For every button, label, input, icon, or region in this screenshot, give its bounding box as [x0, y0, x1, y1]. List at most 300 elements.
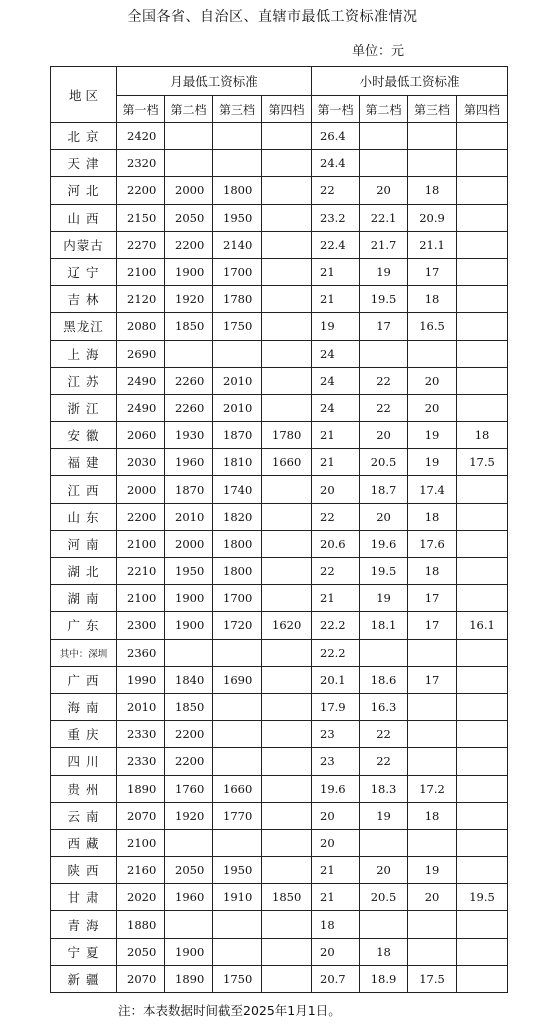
region-cell: 贵 州: [51, 775, 117, 802]
hourly-tier-2-cell: 19: [360, 258, 408, 285]
hourly-tier-1-cell: 23: [312, 748, 360, 775]
monthly-tier-3-cell: 1740: [213, 476, 262, 503]
hourly-tier-4-cell: [457, 340, 508, 367]
monthly-tier-4-cell: [262, 585, 312, 612]
monthly-tier-2-cell: 1850: [165, 313, 213, 340]
hourly-tier-4-cell: [457, 965, 508, 992]
monthly-tier-3-cell: 1780: [213, 286, 262, 313]
hourly-tier-1-cell: 20: [312, 802, 360, 829]
monthly-tier-1-cell: 2210: [117, 558, 165, 585]
table-row: [51, 721, 508, 748]
hourly-tier-1-cell: 24: [312, 340, 360, 367]
table-row: [51, 231, 508, 258]
hourly-tier-4-cell: [457, 775, 508, 802]
monthly-tier-1-cell: 2030: [117, 449, 165, 476]
monthly-tier-3-cell: 1800: [213, 558, 262, 585]
monthly-tier-1-cell: 2300: [117, 612, 165, 639]
hourly-tier-3-cell: [408, 150, 457, 177]
monthly-tier-4-cell: 1660: [262, 449, 312, 476]
hourly-tier-3-cell: 18: [408, 802, 457, 829]
hourly-tier-3-cell: [408, 693, 457, 720]
monthly-tier-3-cell: 1700: [213, 258, 262, 285]
hourly-tier-4-cell: [457, 231, 508, 258]
monthly-tier-4-cell: [262, 802, 312, 829]
monthly-tier-1-cell: 2420: [117, 123, 165, 150]
region-cell: 四 川: [51, 748, 117, 775]
hourly-tier-2-cell: 17: [360, 313, 408, 340]
monthly-tier-1-cell: 2120: [117, 286, 165, 313]
monthly-tier-4-cell: [262, 829, 312, 856]
hourly-tier-2-cell: 18.7: [360, 476, 408, 503]
monthly-tier-4-cell: [262, 177, 312, 204]
table-row: [51, 123, 508, 150]
monthly-tier-4-cell: [262, 965, 312, 992]
monthly-tier-1-cell: 2100: [117, 829, 165, 856]
hourly-tier-2-cell: 20: [360, 177, 408, 204]
monthly-tier-4-cell: [262, 775, 312, 802]
region-cell: 广 东: [51, 612, 117, 639]
region-cell: 吉 林: [51, 286, 117, 313]
hourly-tier-1-cell: 22.2: [312, 612, 360, 639]
monthly-tier-4-cell: [262, 258, 312, 285]
monthly-tier-4-cell: 1620: [262, 612, 312, 639]
region-cell: 云 南: [51, 802, 117, 829]
hourly-tier-1-cell: 26.4: [312, 123, 360, 150]
hourly-tier-4-cell: [457, 394, 508, 421]
region-cell: 宁 夏: [51, 938, 117, 965]
hourly-tier-1-cell: 18: [312, 911, 360, 938]
region-cell: 西 藏: [51, 829, 117, 856]
table-row: [51, 204, 508, 231]
footnote: 注：本表数据时间截至2025年1月1日。: [118, 1003, 341, 1018]
hourly-tier-3-cell: 20.9: [408, 204, 457, 231]
hourly-tier-3-cell: 21.1: [408, 231, 457, 258]
hourly-tier-4-cell: 16.1: [457, 612, 508, 639]
monthly-tier-1-cell: 2690: [117, 340, 165, 367]
region-cell: 新 疆: [51, 965, 117, 992]
table-row: [51, 503, 508, 530]
hourly-tier-3-cell: 17: [408, 612, 457, 639]
table-row: [51, 449, 508, 476]
monthly-tier-1-cell: 2200: [117, 177, 165, 204]
monthly-tier-4-cell: [262, 503, 312, 530]
hourly-tier-1-cell: 21: [312, 449, 360, 476]
table-row: [51, 313, 508, 340]
table-row: [51, 612, 508, 639]
hourly-tier-2-cell: 18.6: [360, 666, 408, 693]
region-cell: 湖 北: [51, 558, 117, 585]
hourly-tier-2-cell: 18.9: [360, 965, 408, 992]
monthly-tier-1-cell: 2100: [117, 530, 165, 557]
monthly-tier-2-cell: 1840: [165, 666, 213, 693]
hourly-tier-3-cell: 16.5: [408, 313, 457, 340]
monthly-tier-4-cell: [262, 911, 312, 938]
monthly-tier-2-cell: [165, 829, 213, 856]
monthly-tier-1-cell: 2080: [117, 313, 165, 340]
hourly-tier-3-cell: 18: [408, 177, 457, 204]
hourly-tier-2-cell: 16.3: [360, 693, 408, 720]
hourly-tier-1-cell: 21: [312, 422, 360, 449]
monthly-tier-2-cell: [165, 639, 213, 666]
monthly-tier-2-cell: 1850: [165, 693, 213, 720]
monthly-tier-3-cell: 1690: [213, 666, 262, 693]
monthly-tier-4-cell: 1780: [262, 422, 312, 449]
monthly-tier-2-cell: 1890: [165, 965, 213, 992]
monthly-tier-1-cell: 2050: [117, 938, 165, 965]
hourly-tier-3-cell: 17.2: [408, 775, 457, 802]
hourly-tier-4-cell: [457, 258, 508, 285]
monthly-tier-3-cell: [213, 938, 262, 965]
hourly-tier-3-cell: 17.5: [408, 965, 457, 992]
hourly-tier-1-cell: 21: [312, 857, 360, 884]
hourly-tier-1-cell: 24.4: [312, 150, 360, 177]
hourly-tier-2-cell: 19: [360, 585, 408, 612]
hourly-tier-1-cell: 21: [312, 585, 360, 612]
monthly-tier-1-cell: 2320: [117, 150, 165, 177]
table-row: [51, 965, 508, 992]
hourly-tier-1-cell: 22: [312, 177, 360, 204]
region-cell: 安 徽: [51, 422, 117, 449]
monthly-group-header: 月最低工资标准: [117, 67, 312, 96]
monthly-tier-4-cell: [262, 666, 312, 693]
monthly-tier-3-cell: [213, 123, 262, 150]
hourly-tier-1-cell: 20: [312, 476, 360, 503]
hourly-tier-1-cell: 20: [312, 938, 360, 965]
hourly-tier-4-cell: 18: [457, 422, 508, 449]
monthly-tier-2-cell: 2050: [165, 204, 213, 231]
monthly-tier-3-cell: 1810: [213, 449, 262, 476]
table-row: [51, 340, 508, 367]
hourly-tier-3-cell: 20: [408, 884, 457, 911]
region-cell: 江 苏: [51, 367, 117, 394]
monthly-tier-3-cell: 2140: [213, 231, 262, 258]
monthly-tier-1-cell: 1890: [117, 775, 165, 802]
region-cell: 广 西: [51, 666, 117, 693]
monthly-tier-2-cell: 1950: [165, 558, 213, 585]
monthly-tier-2-cell: [165, 340, 213, 367]
table-row: [51, 286, 508, 313]
hourly-tier-4-cell: 17.5: [457, 449, 508, 476]
page-title: 全国各省、自治区、直辖市最低工资标准情况: [127, 9, 418, 25]
monthly-tier-3-cell: 1950: [213, 857, 262, 884]
monthly-tier-2-cell: 1920: [165, 802, 213, 829]
table-row: [51, 530, 508, 557]
hourly-tier-1-cell: 20.7: [312, 965, 360, 992]
table-row: [51, 367, 508, 394]
hourly-tier-4-header: 第四档: [457, 96, 508, 123]
monthly-tier-2-cell: 1900: [165, 258, 213, 285]
hourly-tier-4-cell: [457, 802, 508, 829]
monthly-tier-2-cell: 2010: [165, 503, 213, 530]
table-row: [51, 639, 508, 666]
hourly-tier-3-cell: [408, 911, 457, 938]
monthly-tier-4-cell: [262, 150, 312, 177]
hourly-tier-4-cell: [457, 829, 508, 856]
monthly-tier-1-cell: 2020: [117, 884, 165, 911]
monthly-tier-2-cell: [165, 123, 213, 150]
table-row: [51, 476, 508, 503]
hourly-tier-2-cell: 22: [360, 394, 408, 421]
table-row: [51, 585, 508, 612]
hourly-tier-4-cell: [457, 476, 508, 503]
hourly-tier-4-cell: [457, 639, 508, 666]
monthly-tier-2-cell: 2260: [165, 394, 213, 421]
region-cell: 辽 宁: [51, 258, 117, 285]
hourly-tier-3-cell: [408, 938, 457, 965]
minimum-wage-table: [50, 66, 508, 993]
region-cell: 湖 南: [51, 585, 117, 612]
monthly-tier-4-cell: [262, 204, 312, 231]
monthly-tier-1-cell: 2360: [117, 639, 165, 666]
hourly-tier-2-cell: 22.1: [360, 204, 408, 231]
hourly-tier-2-cell: 18: [360, 938, 408, 965]
monthly-tier-4-cell: [262, 693, 312, 720]
monthly-tier-2-cell: [165, 150, 213, 177]
region-cell: 青 海: [51, 911, 117, 938]
region-cell: 山 东: [51, 503, 117, 530]
monthly-tier-1-cell: 2200: [117, 503, 165, 530]
monthly-tier-2-cell: 1900: [165, 938, 213, 965]
monthly-tier-3-cell: [213, 150, 262, 177]
table-body: [51, 123, 508, 993]
monthly-tier-4-cell: [262, 938, 312, 965]
monthly-tier-1-cell: 2100: [117, 258, 165, 285]
hourly-tier-3-cell: 20: [408, 367, 457, 394]
hourly-tier-2-cell: [360, 340, 408, 367]
region-cell: 浙 江: [51, 394, 117, 421]
monthly-tier-3-cell: [213, 340, 262, 367]
monthly-tier-4-cell: [262, 476, 312, 503]
monthly-tier-1-cell: 2000: [117, 476, 165, 503]
monthly-tier-1-header: 第一档: [117, 96, 165, 123]
hourly-tier-3-cell: 17: [408, 666, 457, 693]
monthly-tier-3-cell: 2010: [213, 394, 262, 421]
region-cell: 山 西: [51, 204, 117, 231]
region-cell: 天 津: [51, 150, 117, 177]
monthly-tier-4-cell: [262, 394, 312, 421]
monthly-tier-2-cell: 2000: [165, 177, 213, 204]
monthly-tier-3-cell: 1700: [213, 585, 262, 612]
hourly-tier-3-cell: [408, 748, 457, 775]
hourly-tier-2-cell: 20.5: [360, 884, 408, 911]
table-row: [51, 666, 508, 693]
monthly-tier-2-cell: [165, 911, 213, 938]
table-row: [51, 693, 508, 720]
hourly-tier-1-cell: 22.4: [312, 231, 360, 258]
hourly-tier-2-cell: 22: [360, 721, 408, 748]
monthly-tier-3-cell: 1750: [213, 313, 262, 340]
region-cell: 江 西: [51, 476, 117, 503]
hourly-tier-1-header: 第一档: [312, 96, 360, 123]
hourly-tier-2-cell: 19.5: [360, 286, 408, 313]
region-cell: 黑龙江: [51, 313, 117, 340]
monthly-tier-3-cell: 1800: [213, 530, 262, 557]
monthly-tier-1-cell: 2070: [117, 802, 165, 829]
table-row: [51, 422, 508, 449]
monthly-tier-3-cell: 1820: [213, 503, 262, 530]
hourly-tier-1-cell: 22.2: [312, 639, 360, 666]
monthly-tier-2-cell: 1870: [165, 476, 213, 503]
monthly-tier-1-cell: 2100: [117, 585, 165, 612]
monthly-tier-4-cell: [262, 748, 312, 775]
table-row: [51, 857, 508, 884]
monthly-tier-1-cell: 2070: [117, 965, 165, 992]
monthly-tier-2-cell: 2000: [165, 530, 213, 557]
hourly-tier-4-cell: [457, 530, 508, 557]
region-cell: 福 建: [51, 449, 117, 476]
monthly-tier-3-cell: 1870: [213, 422, 262, 449]
monthly-tier-1-cell: 1880: [117, 911, 165, 938]
hourly-tier-4-cell: [457, 748, 508, 775]
monthly-tier-1-cell: 2160: [117, 857, 165, 884]
hourly-tier-3-cell: 19: [408, 449, 457, 476]
monthly-tier-3-cell: 1660: [213, 775, 262, 802]
hourly-group-header: 小时最低工资标准: [312, 67, 508, 96]
hourly-tier-3-cell: 17: [408, 585, 457, 612]
monthly-tier-1-cell: 2330: [117, 721, 165, 748]
hourly-tier-4-cell: [457, 150, 508, 177]
region-cell: 北 京: [51, 123, 117, 150]
monthly-tier-4-cell: [262, 340, 312, 367]
monthly-tier-2-cell: 1760: [165, 775, 213, 802]
monthly-tier-1-cell: 2490: [117, 367, 165, 394]
hourly-tier-1-cell: 17.9: [312, 693, 360, 720]
hourly-tier-3-cell: 19: [408, 857, 457, 884]
hourly-tier-3-header: 第三档: [408, 96, 457, 123]
region-cell: 河 南: [51, 530, 117, 557]
monthly-tier-2-cell: 2200: [165, 231, 213, 258]
hourly-tier-4-cell: [457, 666, 508, 693]
hourly-tier-4-cell: [457, 938, 508, 965]
monthly-tier-3-cell: 1770: [213, 802, 262, 829]
hourly-tier-2-header: 第二档: [360, 96, 408, 123]
region-cell: 内蒙古: [51, 231, 117, 258]
hourly-tier-2-cell: [360, 639, 408, 666]
monthly-tier-4-cell: [262, 286, 312, 313]
table-row: [51, 558, 508, 585]
monthly-tier-2-cell: 2050: [165, 857, 213, 884]
hourly-tier-1-cell: 20.1: [312, 666, 360, 693]
monthly-tier-4-cell: [262, 313, 312, 340]
monthly-tier-3-cell: [213, 639, 262, 666]
hourly-tier-2-cell: 20.5: [360, 449, 408, 476]
table-row: [51, 150, 508, 177]
monthly-tier-3-cell: 1720: [213, 612, 262, 639]
region-cell: 其中：深圳: [51, 639, 117, 666]
hourly-tier-2-cell: [360, 150, 408, 177]
table-row: [51, 802, 508, 829]
hourly-tier-3-cell: [408, 639, 457, 666]
monthly-tier-2-cell: 1900: [165, 612, 213, 639]
hourly-tier-3-cell: [408, 123, 457, 150]
region-cell: 重 庆: [51, 721, 117, 748]
monthly-tier-3-cell: 2010: [213, 367, 262, 394]
table-row: [51, 884, 508, 911]
region-cell: 陕 西: [51, 857, 117, 884]
monthly-tier-4-cell: [262, 123, 312, 150]
hourly-tier-3-cell: 19: [408, 422, 457, 449]
monthly-tier-2-cell: 1900: [165, 585, 213, 612]
hourly-tier-2-cell: 19.5: [360, 558, 408, 585]
hourly-tier-3-cell: 18: [408, 503, 457, 530]
hourly-tier-2-cell: [360, 911, 408, 938]
monthly-tier-4-cell: [262, 721, 312, 748]
hourly-tier-4-cell: [457, 558, 508, 585]
region-cell: 甘 肃: [51, 884, 117, 911]
hourly-tier-4-cell: [457, 721, 508, 748]
hourly-tier-3-cell: 17: [408, 258, 457, 285]
table-row: [51, 911, 508, 938]
monthly-tier-2-cell: 1920: [165, 286, 213, 313]
hourly-tier-4-cell: 19.5: [457, 884, 508, 911]
monthly-tier-3-cell: [213, 911, 262, 938]
hourly-tier-4-cell: [457, 693, 508, 720]
hourly-tier-1-cell: 22: [312, 558, 360, 585]
monthly-tier-3-cell: 1950: [213, 204, 262, 231]
hourly-tier-2-cell: 18.1: [360, 612, 408, 639]
monthly-tier-4-header: 第四档: [262, 96, 312, 123]
hourly-tier-2-cell: 18.3: [360, 775, 408, 802]
hourly-tier-2-cell: 20: [360, 503, 408, 530]
monthly-tier-4-cell: [262, 639, 312, 666]
monthly-tier-4-cell: [262, 857, 312, 884]
hourly-tier-1-cell: 21: [312, 884, 360, 911]
table-row: [51, 258, 508, 285]
hourly-tier-1-cell: 21: [312, 286, 360, 313]
hourly-tier-1-cell: 21: [312, 258, 360, 285]
hourly-tier-1-cell: 19.6: [312, 775, 360, 802]
table-row: [51, 394, 508, 421]
region-header: 地 区: [51, 67, 117, 123]
hourly-tier-4-cell: [457, 204, 508, 231]
hourly-tier-4-cell: [457, 313, 508, 340]
hourly-tier-4-cell: [457, 177, 508, 204]
monthly-tier-3-cell: [213, 721, 262, 748]
hourly-tier-2-cell: 20: [360, 857, 408, 884]
monthly-tier-4-cell: [262, 558, 312, 585]
monthly-tier-1-cell: 2060: [117, 422, 165, 449]
hourly-tier-4-cell: [457, 367, 508, 394]
hourly-tier-3-cell: [408, 340, 457, 367]
hourly-tier-4-cell: [457, 123, 508, 150]
region-cell: 上 海: [51, 340, 117, 367]
hourly-tier-2-cell: 19.6: [360, 530, 408, 557]
unit-label: 单位：元: [352, 44, 405, 59]
monthly-tier-3-cell: [213, 748, 262, 775]
table-row: [51, 748, 508, 775]
hourly-tier-4-cell: [457, 503, 508, 530]
region-cell: 海 南: [51, 693, 117, 720]
hourly-tier-2-cell: 20: [360, 422, 408, 449]
hourly-tier-1-cell: 24: [312, 394, 360, 421]
table-row: [51, 177, 508, 204]
hourly-tier-1-cell: 19: [312, 313, 360, 340]
hourly-tier-1-cell: 24: [312, 367, 360, 394]
hourly-tier-2-cell: 22: [360, 367, 408, 394]
hourly-tier-4-cell: [457, 585, 508, 612]
monthly-tier-1-cell: 2490: [117, 394, 165, 421]
table-row: [51, 938, 508, 965]
monthly-tier-4-cell: [262, 367, 312, 394]
monthly-tier-2-cell: 1960: [165, 884, 213, 911]
monthly-tier-1-cell: 1990: [117, 666, 165, 693]
hourly-tier-4-cell: [457, 857, 508, 884]
hourly-tier-4-cell: [457, 286, 508, 313]
hourly-tier-1-cell: 23: [312, 721, 360, 748]
monthly-tier-1-cell: 2150: [117, 204, 165, 231]
monthly-tier-4-cell: 1850: [262, 884, 312, 911]
monthly-tier-3-cell: 1910: [213, 884, 262, 911]
